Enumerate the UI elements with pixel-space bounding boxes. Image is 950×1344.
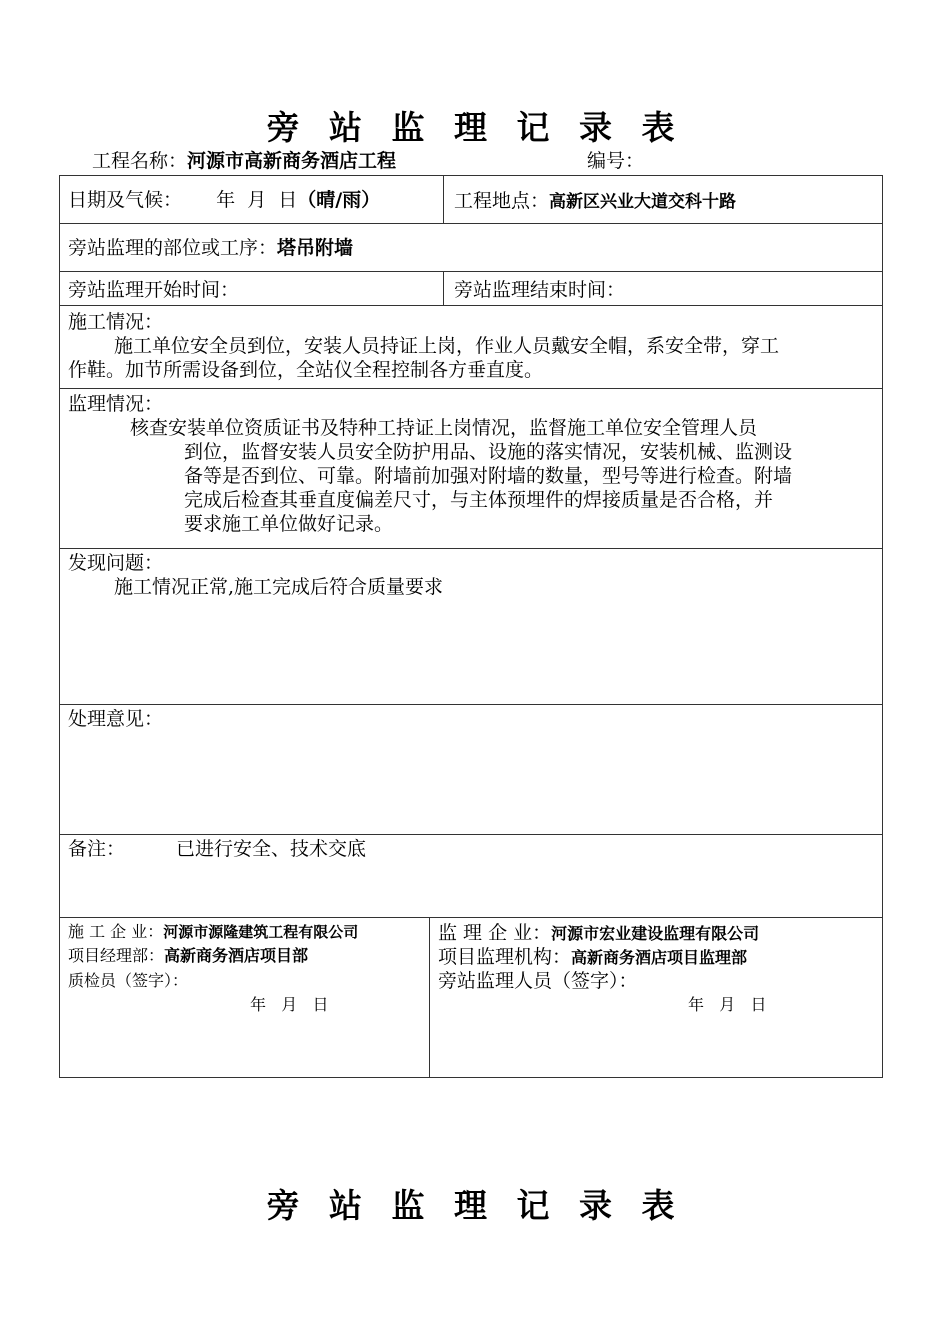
remarks-label: 备注： <box>68 838 126 860</box>
agency-label: 项目监理机构： <box>438 946 572 968</box>
column-divider <box>429 917 430 1078</box>
construction-line: 施工单位安全员到位，安装人员持证上岗，作业人员戴安全帽，系安全带，穿工 <box>114 335 780 357</box>
supervisor-value: 河源市宏业建设监理有限公司 <box>551 924 760 943</box>
next-page-title: 旁 站 监 理 记 录 表 <box>266 1186 684 1225</box>
pm-line <box>68 945 308 967</box>
row-divider <box>60 223 882 224</box>
supervision-line: 完成后检查其垂直度偏差尺寸，与主体预埋件的焊接质量是否合格，并 <box>184 489 774 511</box>
supervision-line: 核查安装单位资质证书及特种工持证上岗情况，监督施工单位安全管理人员 <box>130 417 758 439</box>
supervision-line: 到位，监督安装人员安全防护用品、设施的落实情况，安装机械、监测设 <box>184 441 793 463</box>
supervisor-label: 监 理 企 业： <box>438 922 552 944</box>
row-divider <box>60 548 882 549</box>
construction-label: 施工情况： <box>68 311 164 333</box>
row-divider <box>60 834 882 835</box>
supervision-line: 备等是否到位、可靠。附墙前加强对附墙的数量，型号等进行检查。附墙 <box>184 465 793 487</box>
weather-value: （晴/雨） <box>297 189 381 211</box>
row-divider <box>60 388 882 389</box>
column-divider <box>443 176 444 223</box>
record-table <box>59 175 883 1078</box>
contractor-value: 河源市源隆建筑工程有限公司 <box>163 923 359 941</box>
agency-line <box>438 945 747 970</box>
column-divider <box>443 271 444 305</box>
row-divider <box>60 917 882 918</box>
inspector-signature-label: 旁站监理人员（签字）： <box>438 970 638 992</box>
part-label: 旁站监理的部位或工序： <box>68 237 278 259</box>
row-divider <box>60 305 882 306</box>
problems-label: 发现问题： <box>68 552 164 574</box>
end-time-label: 旁站监理结束时间： <box>454 279 626 301</box>
handling-label: 处理意见： <box>68 708 164 730</box>
problems-value: 施工情况正常,施工完成后符合质量要求 <box>114 576 444 598</box>
contractor-label: 施 工 企 业： <box>68 922 164 941</box>
page-title: 旁 站 监 理 记 录 表 <box>266 108 684 147</box>
date-value: 年 月 日 <box>216 189 298 211</box>
project-number-label: 编号： <box>587 150 645 172</box>
project-info-line <box>92 148 892 174</box>
location-cell <box>454 189 736 214</box>
contractor-line <box>68 921 358 943</box>
pm-value: 高新商务酒店项目部 <box>164 946 309 965</box>
date-label: 日期及气候： <box>68 189 183 211</box>
start-time-label: 旁站监理开始时间： <box>68 279 240 301</box>
pm-label: 项目经理部： <box>68 946 165 965</box>
qc-signature-label: 质检员（签字）： <box>68 971 189 990</box>
location-value: 高新区兴业大道交科十路 <box>549 192 737 212</box>
supervision-label: 监理情况： <box>68 393 164 415</box>
part-value: 塔吊附墙 <box>277 237 354 259</box>
contractor-date: 年 月 日 <box>250 995 329 1014</box>
construction-line: 作鞋。加节所需设备到位，全站仪全程控制各方垂直度。 <box>68 359 544 381</box>
project-name-value: 河源市高新商务酒店工程 <box>187 150 397 172</box>
row-divider <box>60 271 882 272</box>
supervisor-date: 年 月 日 <box>688 995 767 1014</box>
row-divider <box>60 704 882 705</box>
supervisor-line <box>438 921 759 946</box>
agency-value: 高新商务酒店项目监理部 <box>571 948 748 967</box>
remarks-value: 已进行安全、技术交底 <box>176 838 367 860</box>
date-weather-cell <box>68 188 380 212</box>
supervision-line: 要求施工单位做好记录。 <box>184 513 394 535</box>
location-label: 工程地点： <box>454 190 550 212</box>
project-name-label: 工程名称： <box>92 150 188 172</box>
part-cell <box>68 236 353 260</box>
